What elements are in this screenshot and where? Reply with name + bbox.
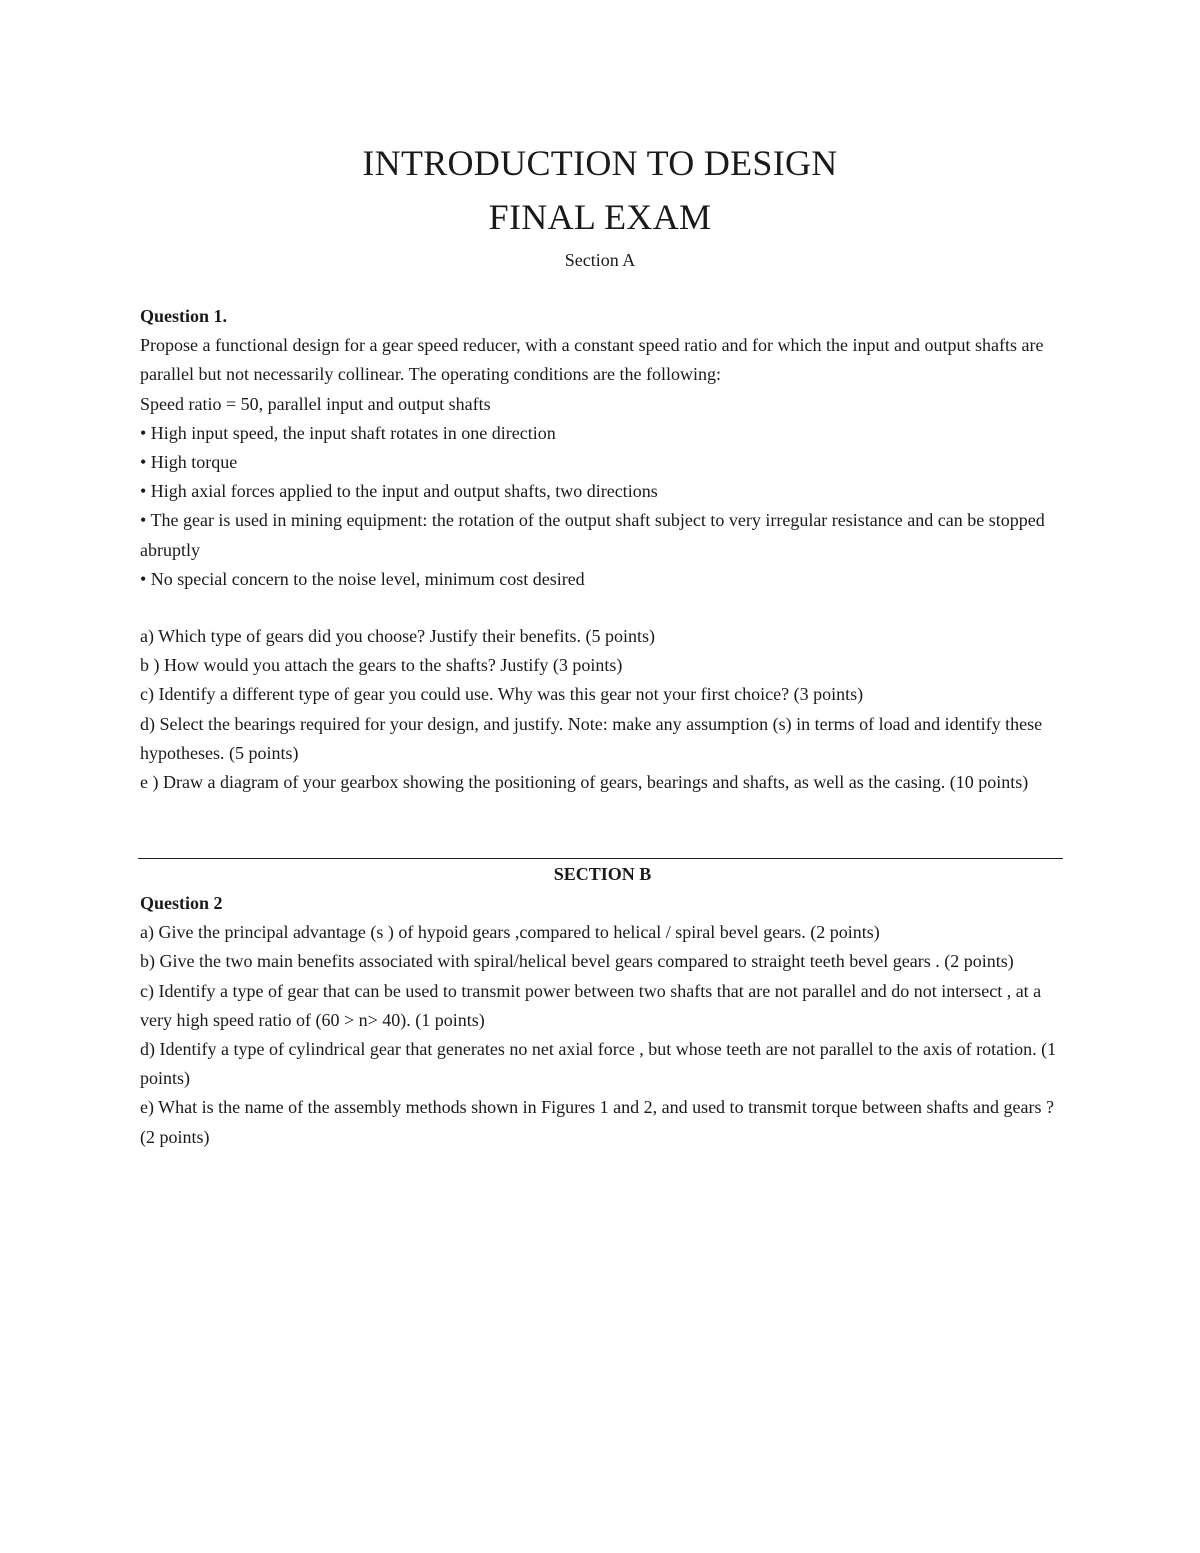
question-part: e) What is the name of the assembly methods shown in Figures 1 and 2, and used to transmit torque between shafts and gears ? (2 points): [140, 1097, 1054, 1147]
question-part: e ) Draw a diagram of your gearbox showing the positioning of gears, bearings and shafts, as well as the casing. (10 points): [140, 772, 1029, 793]
question-1-intro: Propose a functional design for a gear speed reducer, with a constant speed ratio and for which the input and output shafts are parallel but not necessarily collinear. The operating conditions are the following:: [140, 335, 1044, 385]
question-1: [140, 302, 1065, 594]
question-part: b) Give the two main benefits associated with spiral/helical bevel gears compared to straight teeth bevel gears . (2 points): [140, 951, 1014, 972]
section-a-heading: Section A: [564, 250, 636, 270]
condition-item: • High torque: [140, 452, 238, 473]
question-part: c) Identify a different type of gear you could use. Why was this gear not your first choice? (3 points): [140, 684, 864, 705]
speed-ratio-line: Speed ratio = 50, parallel input and output shafts: [140, 393, 491, 414]
question-1-parts: [140, 622, 1065, 797]
condition-item: • High input speed, the input shaft rotates in one direction: [140, 422, 556, 443]
question-part: b ) How would you attach the gears to the shafts? Justify (3 points): [140, 655, 623, 676]
question-1-heading: Question 1.: [140, 306, 228, 326]
question-part: c) Identify a type of gear that can be used to transmit power between two shafts that are not parallel and do not intersect , at a very high speed ratio of (60 > n> 40). (1 points): [140, 980, 1042, 1030]
condition-item: • High axial forces applied to the input and output shafts, two directions: [140, 481, 658, 502]
condition-item: • The gear is used in mining equipment: the rotation of the output shaft subject to very irregular resistance and can be stopped abruptly: [140, 510, 1045, 560]
question-2-heading: Question 2: [140, 893, 223, 913]
question-2: [140, 889, 1065, 1152]
question-part: a) Which type of gears did you choose? Justify their benefits. (5 points): [140, 626, 656, 646]
question-part: d) Identify a type of cylindrical gear that generates no net axial force , but whose teeth are not parallel to the axis of rotation. (1 points): [140, 1039, 1057, 1089]
page-title: INTRODUCTION TO DESIGN: [362, 143, 838, 183]
section-divider: [138, 858, 1063, 859]
condition-item: • No special concern to the noise level, minimum cost desired: [140, 568, 585, 589]
exam-subtitle: FINAL EXAM: [488, 197, 712, 237]
question-part: d) Select the bearings required for your design, and justify. Note: make any assumption (s) in terms of load and identify these hypotheses. (5 points): [140, 713, 1043, 763]
question-part: a) Give the principal advantage (s ) of hypoid gears ,compared to helical / spiral bevel gears. (2 points): [140, 922, 880, 943]
section-b-heading: SECTION B: [553, 864, 652, 884]
